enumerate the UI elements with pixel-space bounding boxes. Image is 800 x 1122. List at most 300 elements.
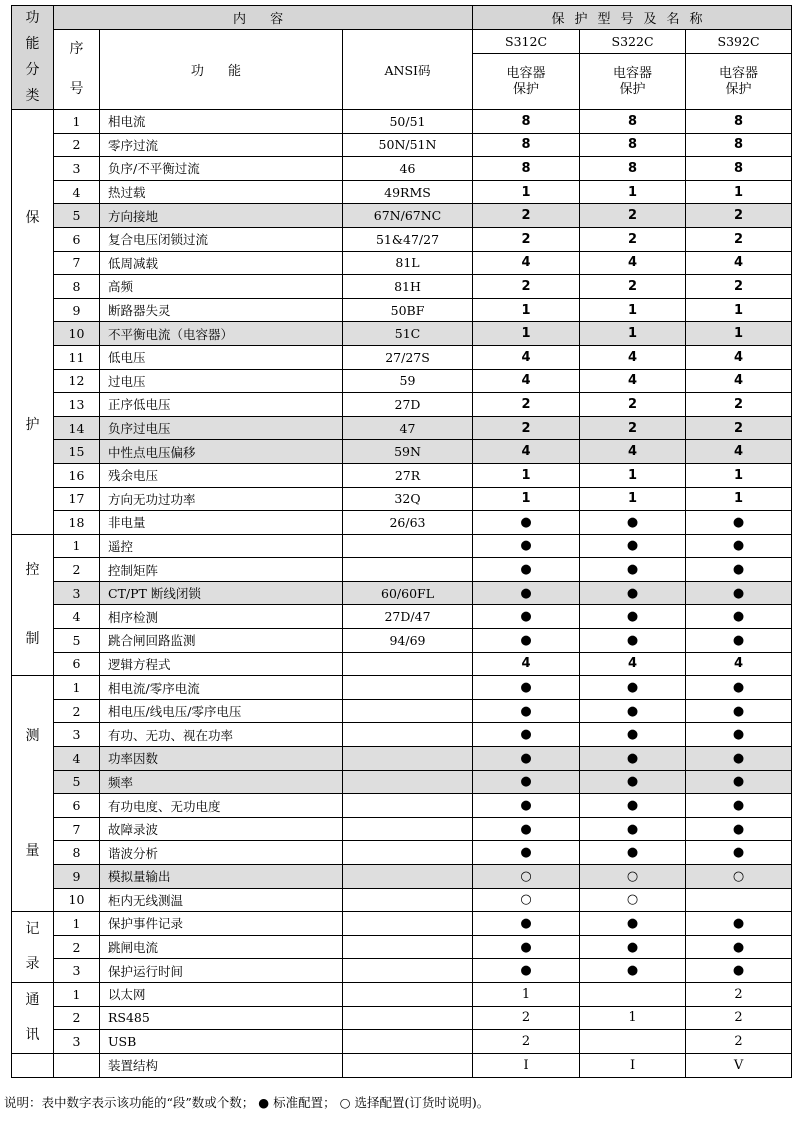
- function-name: 正序低电压: [100, 393, 343, 417]
- config-value: 8: [686, 110, 792, 134]
- table-row: [12, 982, 792, 1006]
- config-value: 8: [580, 133, 686, 157]
- ansi-code: 59: [343, 369, 473, 393]
- config-symbol: ●: [473, 534, 580, 558]
- table-row: [12, 275, 792, 299]
- ansi-code: 27/27S: [343, 345, 473, 369]
- table-row: [12, 652, 792, 676]
- ansi-code: 47: [343, 416, 473, 440]
- table-body: [12, 6, 792, 1078]
- function-name: 相序检测: [100, 605, 343, 629]
- header-char: 功: [25, 10, 40, 27]
- table-row: [12, 322, 792, 346]
- config-symbol: ○: [473, 865, 580, 889]
- config-value: 2: [686, 393, 792, 417]
- config-symbol: ●: [473, 959, 580, 983]
- ansi-code: [343, 723, 473, 747]
- table-row: [12, 888, 792, 912]
- product-group-header: 保护型号及名称: [473, 6, 792, 30]
- config-value: 4: [580, 652, 686, 676]
- function-name: 保护事件记录: [100, 912, 343, 936]
- function-name: 方向接地: [100, 204, 343, 228]
- function-name: 频率: [100, 770, 343, 794]
- ansi-code: 51&47/27: [343, 227, 473, 251]
- ansi-code: [343, 841, 473, 865]
- ansi-code: 67N/67NC: [343, 204, 473, 228]
- function-name: 有功电度、无功电度: [100, 794, 343, 818]
- ansi-code: 50N/51N: [343, 133, 473, 157]
- config-value: 8: [473, 133, 580, 157]
- config-symbol: ○: [580, 888, 686, 912]
- config-value: 8: [473, 157, 580, 181]
- config-symbol: ●: [686, 581, 792, 605]
- function-name: 断路器失灵: [100, 298, 343, 322]
- row-number: 6: [54, 794, 100, 818]
- config-value: 4: [686, 652, 792, 676]
- model-header: S392C: [686, 30, 792, 54]
- row-number: 1: [54, 110, 100, 134]
- function-name: 过电压: [100, 369, 343, 393]
- table-row: [12, 204, 792, 228]
- table-row: [12, 180, 792, 204]
- config-value: 1: [580, 298, 686, 322]
- config-value: 1: [686, 298, 792, 322]
- config-value: 1: [580, 463, 686, 487]
- config-symbol: ●: [473, 605, 580, 629]
- row-number: 2: [54, 558, 100, 582]
- config-value: 1: [686, 180, 792, 204]
- config-symbol: ●: [580, 817, 686, 841]
- config-symbol: ●: [473, 629, 580, 653]
- function-name: RS485: [100, 1006, 343, 1030]
- model-name: 电容器 保护: [473, 54, 580, 110]
- row-number: 4: [54, 747, 100, 771]
- row-number: 2: [54, 133, 100, 157]
- ansi-code: [343, 558, 473, 582]
- config-symbol: ●: [473, 699, 580, 723]
- config-value: 1: [473, 982, 580, 1006]
- function-name: 低周减载: [100, 251, 343, 275]
- ansi-code: [343, 676, 473, 700]
- config-value: 4: [686, 345, 792, 369]
- ansi-code: [343, 912, 473, 936]
- ansi-code: [343, 747, 473, 771]
- model-header: S312C: [473, 30, 580, 54]
- config-value: 1: [580, 322, 686, 346]
- config-value: 2: [580, 393, 686, 417]
- category-char: 测: [25, 727, 40, 744]
- function-name: 负序/不平衡过流: [100, 157, 343, 181]
- config-value: 4: [473, 652, 580, 676]
- model-name: 电容器 保护: [686, 54, 792, 110]
- ansi-code: 81H: [343, 275, 473, 299]
- row-number: 6: [54, 227, 100, 251]
- function-name: 跳闸电流: [100, 935, 343, 959]
- config-value: 2: [473, 1030, 580, 1054]
- ansi-code: [343, 1053, 473, 1077]
- function-name: 谐波分析: [100, 841, 343, 865]
- category-char: 护: [25, 416, 40, 433]
- config-value: [686, 888, 792, 912]
- legend-note: 说明：表中数字表示该功能的“段”数或个数； ● 标准配置； ○ 选择配置(订货时说明)。: [4, 1095, 490, 1110]
- row-number: 3: [54, 959, 100, 983]
- config-symbol: ●: [473, 676, 580, 700]
- ansi-code: [343, 935, 473, 959]
- config-value: 2: [686, 204, 792, 228]
- config-value: 1: [686, 322, 792, 346]
- table-row: [12, 393, 792, 417]
- table-row: [12, 629, 792, 653]
- table-row: [12, 511, 792, 535]
- row-number: 14: [54, 416, 100, 440]
- config-value: V: [686, 1053, 792, 1077]
- ansi-code: 59N: [343, 440, 473, 464]
- config-symbol: ●: [580, 747, 686, 771]
- category-cell: [12, 534, 54, 676]
- header-char: 类: [25, 87, 40, 104]
- ansi-code: [343, 959, 473, 983]
- config-symbol: ●: [473, 912, 580, 936]
- ansi-code: 50BF: [343, 298, 473, 322]
- row-number: 1: [54, 534, 100, 558]
- row-number: 15: [54, 440, 100, 464]
- row-number: 2: [54, 699, 100, 723]
- function-name: USB: [100, 1030, 343, 1054]
- config-value: 2: [580, 204, 686, 228]
- config-symbol: ●: [580, 841, 686, 865]
- ansi-code: [343, 770, 473, 794]
- config-symbol: ●: [580, 629, 686, 653]
- ansi-code: [343, 817, 473, 841]
- config-symbol: ●: [473, 747, 580, 771]
- function-name: 相电压/线电压/零序电压: [100, 699, 343, 723]
- function-name: 逻辑方程式: [100, 652, 343, 676]
- row-number: 4: [54, 180, 100, 204]
- config-value: 1: [473, 463, 580, 487]
- function-name: 负序过电压: [100, 416, 343, 440]
- config-value: 4: [580, 369, 686, 393]
- row-number: 1: [54, 676, 100, 700]
- category-char: 制: [25, 630, 40, 647]
- table-row: [12, 865, 792, 889]
- ansi-header: ANSI码: [343, 30, 473, 110]
- config-symbol: ●: [686, 511, 792, 535]
- header-char: 分: [25, 61, 40, 78]
- function-name: 装置结构: [100, 1053, 343, 1077]
- config-symbol: ●: [686, 817, 792, 841]
- row-number: 7: [54, 251, 100, 275]
- config-symbol: ○: [580, 865, 686, 889]
- config-symbol: ●: [473, 817, 580, 841]
- row-number: 3: [54, 157, 100, 181]
- config-value: 1: [580, 487, 686, 511]
- table-row: [12, 935, 792, 959]
- config-symbol: ●: [686, 534, 792, 558]
- config-symbol: ●: [686, 629, 792, 653]
- config-value: 2: [473, 1006, 580, 1030]
- category-header: [12, 6, 54, 110]
- table-row: [12, 817, 792, 841]
- config-symbol: ●: [580, 676, 686, 700]
- category-cell: [12, 912, 54, 983]
- config-value: 4: [686, 251, 792, 275]
- config-value: 1: [580, 180, 686, 204]
- table-row: [12, 1030, 792, 1054]
- config-symbol: ●: [686, 747, 792, 771]
- config-symbol: ●: [580, 770, 686, 794]
- config-value: 2: [473, 416, 580, 440]
- ansi-code: [343, 1030, 473, 1054]
- config-symbol: ●: [580, 581, 686, 605]
- config-value: 4: [686, 440, 792, 464]
- config-value: 4: [580, 345, 686, 369]
- function-name: 低电压: [100, 345, 343, 369]
- table-row: [12, 369, 792, 393]
- category-cell: [12, 676, 54, 912]
- row-number: 2: [54, 935, 100, 959]
- function-name: 以太网: [100, 982, 343, 1006]
- config-value: 2: [580, 416, 686, 440]
- model-header: S322C: [580, 30, 686, 54]
- row-number: 4: [54, 605, 100, 629]
- config-symbol: ○: [473, 888, 580, 912]
- table-row: [12, 298, 792, 322]
- row-number: 5: [54, 770, 100, 794]
- function-name: 遥控: [100, 534, 343, 558]
- row-number: 16: [54, 463, 100, 487]
- config-symbol: ●: [580, 794, 686, 818]
- row-number: 12: [54, 369, 100, 393]
- config-symbol: ●: [580, 912, 686, 936]
- ansi-code: [343, 652, 473, 676]
- config-value: I: [473, 1053, 580, 1077]
- ansi-code: [343, 982, 473, 1006]
- ansi-code: 27D/47: [343, 605, 473, 629]
- ansi-code: 49RMS: [343, 180, 473, 204]
- config-value: 4: [686, 369, 792, 393]
- table-row: [12, 959, 792, 983]
- function-name: 零序过流: [100, 133, 343, 157]
- table-row: [12, 534, 792, 558]
- config-value: [580, 982, 686, 1006]
- config-symbol: ●: [580, 534, 686, 558]
- ansi-code: 51C: [343, 322, 473, 346]
- table-row: [12, 605, 792, 629]
- table-row: [12, 463, 792, 487]
- config-value: 2: [686, 416, 792, 440]
- function-name: 有功、无功、视在功率: [100, 723, 343, 747]
- table-row: [12, 110, 792, 134]
- function-name: 功率因数: [100, 747, 343, 771]
- config-value: 1: [686, 463, 792, 487]
- function-name: 柜内无线测温: [100, 888, 343, 912]
- category-char: 录: [25, 955, 40, 972]
- row-number: 10: [54, 888, 100, 912]
- config-value: 1: [580, 1006, 686, 1030]
- config-value: 2: [580, 275, 686, 299]
- row-number: 13: [54, 393, 100, 417]
- table-row: [12, 251, 792, 275]
- config-symbol: ●: [686, 605, 792, 629]
- config-symbol: ●: [686, 723, 792, 747]
- header-char: 能: [25, 36, 40, 53]
- config-value: 2: [580, 227, 686, 251]
- table-row: [12, 747, 792, 771]
- category-char: 记: [25, 921, 40, 938]
- row-number: 3: [54, 581, 100, 605]
- row-number: 1: [54, 982, 100, 1006]
- ansi-code: [343, 1006, 473, 1030]
- table-row: [12, 440, 792, 464]
- table-row: [12, 794, 792, 818]
- ansi-code: 27D: [343, 393, 473, 417]
- function-name: 高频: [100, 275, 343, 299]
- config-symbol: ●: [473, 794, 580, 818]
- config-symbol: ●: [473, 558, 580, 582]
- function-name: 故障录波: [100, 817, 343, 841]
- function-name: 残余电压: [100, 463, 343, 487]
- ansi-code: 81L: [343, 251, 473, 275]
- row-number: 11: [54, 345, 100, 369]
- config-value: 4: [473, 251, 580, 275]
- function-name: 相电流/零序电流: [100, 676, 343, 700]
- row-number: 7: [54, 817, 100, 841]
- config-symbol: ●: [686, 794, 792, 818]
- row-number: 17: [54, 487, 100, 511]
- content-header: 内 容: [54, 6, 473, 30]
- table-row: [12, 841, 792, 865]
- row-number: 9: [54, 865, 100, 889]
- row-number: 6: [54, 652, 100, 676]
- config-value: 2: [473, 275, 580, 299]
- category-char: 量: [25, 842, 40, 859]
- row-number: 3: [54, 723, 100, 747]
- config-symbol: ●: [686, 676, 792, 700]
- config-symbol: ●: [473, 581, 580, 605]
- row-number: [54, 1053, 100, 1077]
- ansi-code: 27R: [343, 463, 473, 487]
- header-char: 序: [69, 41, 84, 58]
- config-value: 1: [473, 487, 580, 511]
- ansi-code: [343, 534, 473, 558]
- category-char: 通: [25, 992, 40, 1009]
- config-value: 2: [473, 393, 580, 417]
- ansi-code: 50/51: [343, 110, 473, 134]
- header-char: 号: [69, 80, 84, 97]
- function-name: 相电流: [100, 110, 343, 134]
- category-cell: [12, 110, 54, 535]
- config-symbol: ●: [580, 511, 686, 535]
- config-value: 4: [580, 440, 686, 464]
- ansi-code: [343, 888, 473, 912]
- config-value: 4: [473, 369, 580, 393]
- ansi-code: [343, 794, 473, 818]
- row-number: 5: [54, 204, 100, 228]
- table-row: [12, 345, 792, 369]
- function-name: 控制矩阵: [100, 558, 343, 582]
- function-name: 方向无功过功率: [100, 487, 343, 511]
- config-symbol: ●: [686, 558, 792, 582]
- function-name: 跳合闸回路监测: [100, 629, 343, 653]
- config-symbol: ●: [580, 959, 686, 983]
- protection-feature-table: [11, 5, 792, 1078]
- table-row: [12, 1006, 792, 1030]
- category-cell: [12, 1053, 54, 1077]
- ansi-code: [343, 699, 473, 723]
- config-symbol: ●: [686, 841, 792, 865]
- function-header: 功 能: [100, 30, 343, 110]
- row-number: 3: [54, 1030, 100, 1054]
- config-value: 2: [686, 1006, 792, 1030]
- table-row: [12, 581, 792, 605]
- config-value: 1: [686, 487, 792, 511]
- config-symbol: ●: [473, 770, 580, 794]
- row-number: 10: [54, 322, 100, 346]
- config-symbol: ●: [686, 959, 792, 983]
- config-symbol: ●: [686, 770, 792, 794]
- row-number: 18: [54, 511, 100, 535]
- config-symbol: ●: [473, 723, 580, 747]
- function-name: 热过载: [100, 180, 343, 204]
- category-cell: [12, 982, 54, 1053]
- config-value: 8: [686, 133, 792, 157]
- ansi-code: 94/69: [343, 629, 473, 653]
- table-row: [12, 912, 792, 936]
- config-symbol: ●: [580, 723, 686, 747]
- config-value: I: [580, 1053, 686, 1077]
- config-symbol: ○: [686, 865, 792, 889]
- model-name: 电容器 保护: [580, 54, 686, 110]
- ansi-code: [343, 865, 473, 889]
- config-symbol: ●: [580, 605, 686, 629]
- config-symbol: ●: [686, 912, 792, 936]
- table-row: [12, 699, 792, 723]
- config-value: 2: [686, 275, 792, 299]
- config-value: 1: [473, 298, 580, 322]
- category-char: 保: [25, 209, 40, 226]
- config-value: 8: [473, 110, 580, 134]
- config-value: 4: [580, 251, 686, 275]
- seq-header: [54, 30, 100, 110]
- row-number: 1: [54, 912, 100, 936]
- table-row: [12, 676, 792, 700]
- row-number: 8: [54, 841, 100, 865]
- config-symbol: ●: [473, 841, 580, 865]
- config-symbol: ●: [686, 935, 792, 959]
- table-row: [12, 487, 792, 511]
- config-value: 4: [473, 345, 580, 369]
- config-symbol: ●: [473, 511, 580, 535]
- row-number: 5: [54, 629, 100, 653]
- function-name: 保护运行时间: [100, 959, 343, 983]
- config-value: [580, 1030, 686, 1054]
- row-number: 9: [54, 298, 100, 322]
- table-row: [12, 416, 792, 440]
- ansi-code: 46: [343, 157, 473, 181]
- category-char: 讯: [25, 1026, 40, 1043]
- ansi-code: 26/63: [343, 511, 473, 535]
- config-value: 8: [580, 110, 686, 134]
- table-row: [12, 157, 792, 181]
- function-name: 不平衡电流（电容器）: [100, 322, 343, 346]
- table-row: [12, 227, 792, 251]
- config-value: 2: [686, 1030, 792, 1054]
- config-value: 8: [580, 157, 686, 181]
- table-row: [12, 770, 792, 794]
- config-value: 2: [686, 227, 792, 251]
- function-name: 中性点电压偏移: [100, 440, 343, 464]
- config-symbol: ●: [473, 935, 580, 959]
